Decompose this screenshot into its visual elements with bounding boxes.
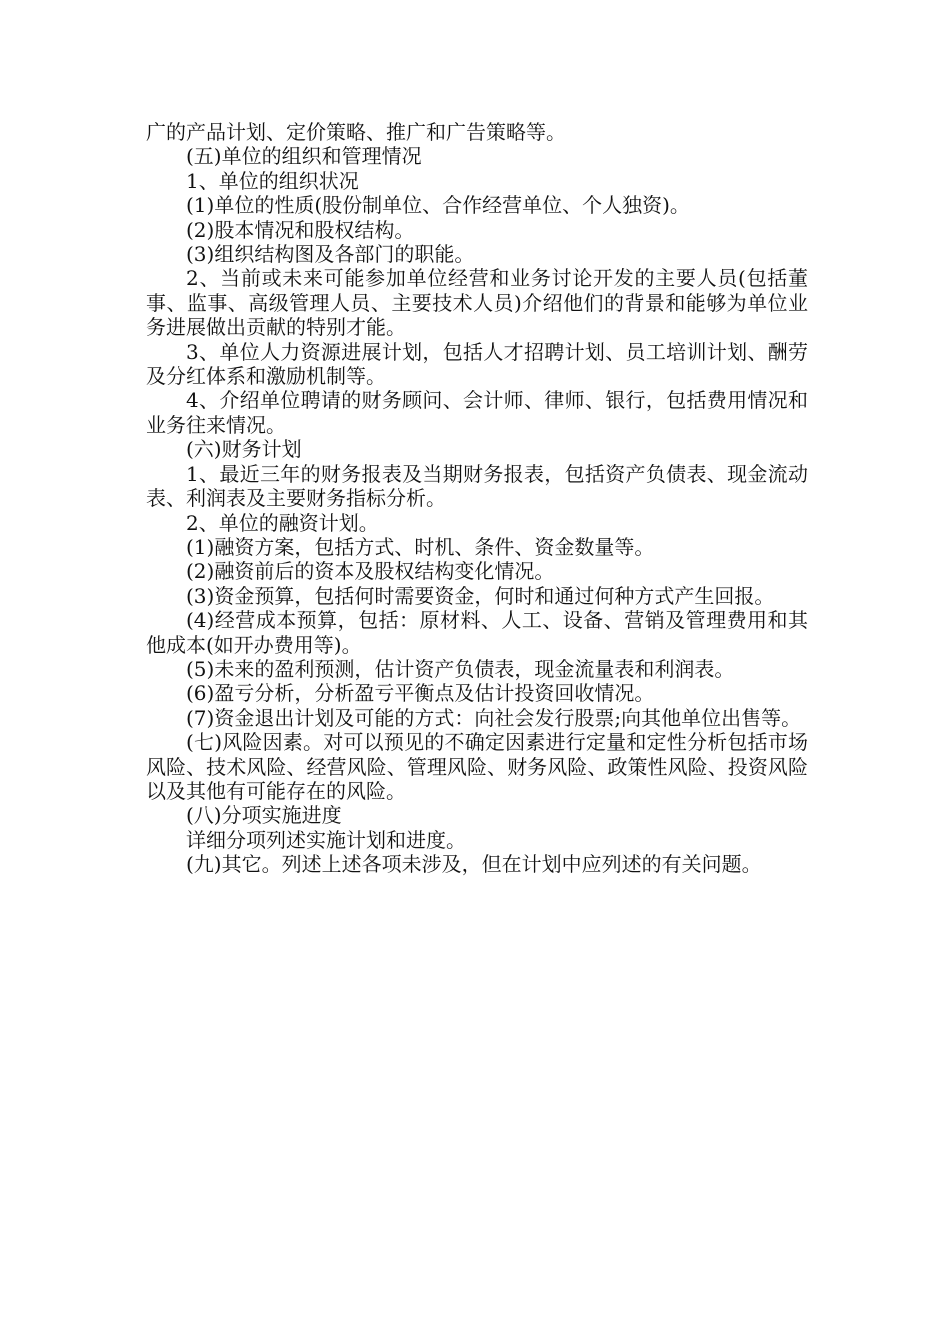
list-item: (7)资金退出计划及可能的方式：向社会发行股票;向其他单位出售等。 bbox=[186, 705, 802, 730]
list-item: (2)融资前后的资本及股权结构变化情况。 bbox=[186, 559, 555, 584]
heading-section-6: (六)财务计划 bbox=[186, 437, 302, 462]
heading-section-5: (五)单位的组织和管理情况 bbox=[186, 144, 422, 169]
paragraph-key-personnel: 2、当前或未来可能参加单位经营和业务讨论开发的主要人员(包括董事、监事、高级管理人员、主要技术人员)介绍他们的背景和能够为单位业务进展做出贡献的特别才能。 bbox=[146, 266, 808, 340]
list-item: (4)经营成本预算，包括：原材料、人工、设备、营销及管理费用和其他成本(如开办费用等)。 bbox=[146, 608, 808, 657]
subheading-financing-plan: 2、单位的融资计划。 bbox=[186, 510, 379, 535]
list-item: (3)资金预算，包括何时需要资金，何时和通过何种方式产生回报。 bbox=[186, 583, 775, 608]
paragraph-hr-plan: 3、单位人力资源进展计划，包括人才招聘计划、员工培训计划、酬劳及分红体系和激励机制等。 bbox=[146, 339, 808, 389]
list-item: (6)盈亏分析，分析盈亏平衡点及估计投资回收情况。 bbox=[186, 681, 655, 706]
heading-section-7-risk: (七)风险因素。对可以预见的不确定因素进行定量和定性分析包括市场风险、技术风险、经营风险、管理风险、财务风险、政策性风险、投资风险以及其他有可能存在的风险。 bbox=[146, 730, 808, 803]
list-item: (2)股本情况和股权结构。 bbox=[186, 217, 415, 242]
subheading-organization: 1、单位的组织状况 bbox=[186, 168, 359, 193]
paragraph-financial-statements: 1、最近三年的财务报表及当期财务报表，包括资产负债表、现金流动表、利润表及主要财务指标分析。 bbox=[146, 461, 808, 511]
paragraph-advisors: 4、介绍单位聘请的财务顾问、会计师、律师、银行，包括费用情况和业务往来情况。 bbox=[146, 388, 808, 437]
document-page bbox=[146, 120, 808, 877]
heading-section-9-other: (九)其它。列述上述各项未涉及，但在计划中应列述的有关问题。 bbox=[186, 852, 762, 877]
list-item: (5)未来的盈利预测，估计资产负债表，现金流量表和利润表。 bbox=[186, 656, 735, 681]
paragraph-schedule: 详细分项列述实施计划和进度。 bbox=[186, 827, 466, 852]
list-item: (3)组织结构图及各部门的职能。 bbox=[186, 242, 475, 267]
list-item: (1)单位的性质(股份制单位、合作经营单位、个人独资)。 bbox=[186, 193, 690, 218]
list-item: (1)融资方案，包括方式、时机、条件、资金数量等。 bbox=[186, 534, 655, 559]
heading-section-8: (八)分项实施进度 bbox=[186, 803, 342, 828]
paragraph-product-plan-continued: 广的产品计划、定价策略、推广和广告策略等。 bbox=[146, 120, 566, 144]
